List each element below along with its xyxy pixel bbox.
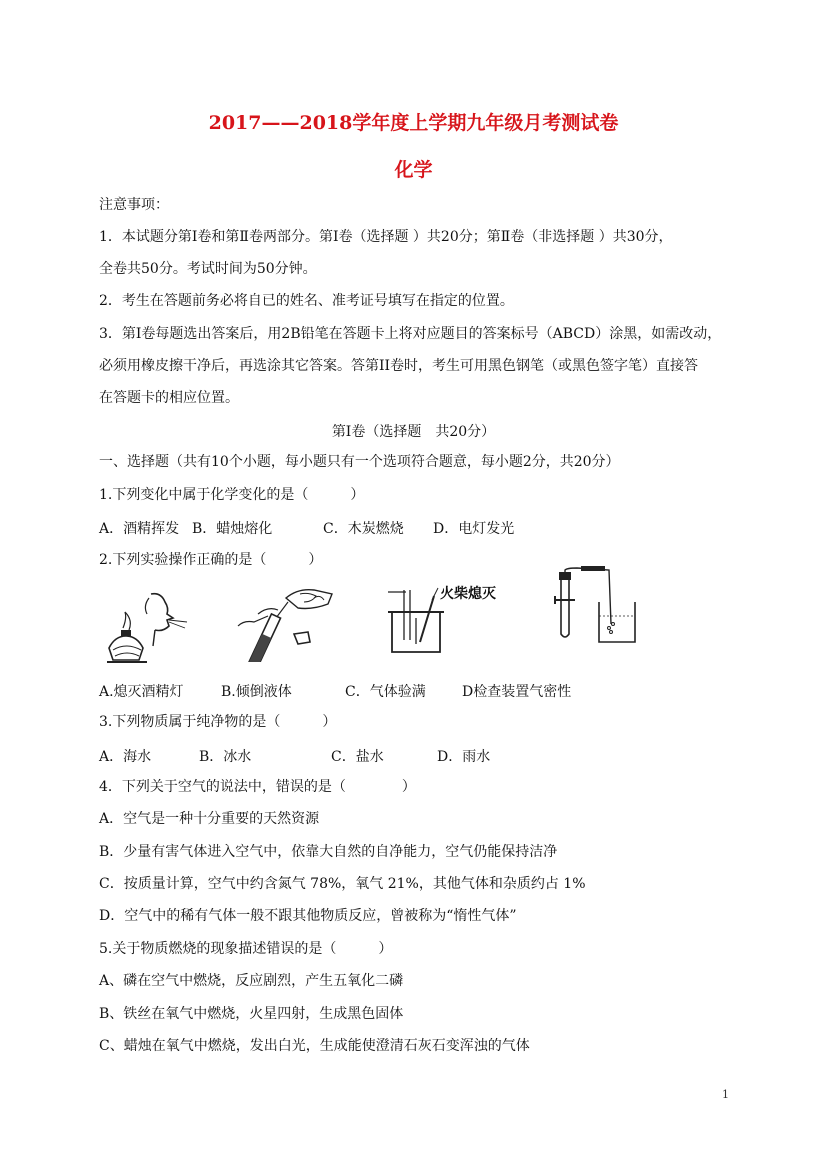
question-1-option-a: A．酒精挥发 bbox=[99, 521, 180, 537]
notice-item-1-line-2: 全卷共50分。考试时间为50分钟。 bbox=[99, 261, 317, 277]
subject-title: 化学 bbox=[394, 159, 433, 181]
question-1-option-d: D．电灯发光 bbox=[433, 521, 515, 537]
question-4-stem: 4．下列关于空气的说法中，错误的是（ ） bbox=[99, 779, 416, 795]
figure-alcohol-lamp bbox=[103, 588, 195, 666]
question-2-option-b: B.倾倒液体 bbox=[221, 684, 292, 700]
question-2-stem: 2.下列实验操作正确的是（ ） bbox=[99, 552, 323, 568]
exam-title: 2017——2018学年度上学期九年级月考测试卷 bbox=[208, 112, 619, 134]
question-3-option-b: B．冰水 bbox=[199, 749, 252, 765]
figure-pouring-liquid bbox=[228, 580, 336, 662]
question-3-option-d: D．雨水 bbox=[437, 749, 491, 765]
notice-item-3-line-1: 3．第Ⅰ卷每题选出答案后，用2B铅笔在答题卡上将对应题目的答案标号（ABCD）涂黑，如需改动， bbox=[99, 326, 722, 342]
question-4-option-b: B．少量有害气体进入空气中，依靠大自然的自净能力，空气仍能保持洁净 bbox=[99, 844, 558, 860]
question-2-option-c: C．气体验满 bbox=[345, 684, 426, 700]
question-4-option-a: A．空气是一种十分重要的天然资源 bbox=[99, 811, 320, 827]
figure-gas-check bbox=[384, 582, 520, 656]
section-1-instruction: 一、选择题（共有10个小题，每小题只有一个选项符合题意，每小题2分，共20分） bbox=[99, 454, 620, 470]
section-1-title: 第Ⅰ卷（选择题 共20分） bbox=[331, 424, 496, 440]
question-1-stem: 1.下列变化中属于化学变化的是（ ） bbox=[99, 487, 365, 503]
page-number: 1 bbox=[722, 1088, 729, 1101]
question-5-option-b: B、铁丝在氧气中燃烧，火星四射，生成黑色固体 bbox=[99, 1006, 404, 1022]
question-3-stem: 3.下列物质属于纯净物的是（ ） bbox=[99, 714, 337, 730]
notice-item-3-line-2: 必须用橡皮擦干净后，再选涂其它答案。答第II卷时，考生可用黑色钢笔（或黑色签字笔）直接答 bbox=[99, 358, 699, 374]
notice-item-3-line-3: 在答题卡的相应位置。 bbox=[99, 390, 239, 406]
figure-gas-check-label: 火柴熄灭 bbox=[440, 586, 496, 602]
notice-item-2: 2．考生在答题前务必将自已的姓名、准考证号填写在指定的位置。 bbox=[99, 293, 514, 309]
question-2-option-a: A.熄灭酒精灯 bbox=[99, 684, 184, 700]
question-2-option-d: D检查装置气密性 bbox=[462, 684, 572, 700]
question-4-option-c: C．按质量计算，空气中约含氮气 78%，氧气 21%，其他气体和杂质约占 1% bbox=[99, 876, 586, 892]
question-5-stem: 5.关于物质燃烧的现象描述错误的是（ ） bbox=[99, 941, 393, 957]
question-3-option-c: C．盐水 bbox=[331, 749, 384, 765]
figure-airtightness bbox=[547, 566, 639, 646]
notice-heading: 注意事项： bbox=[99, 197, 169, 213]
question-4-option-d: D．空气中的稀有气体一般不跟其他物质反应，曾被称为“惰性气体” bbox=[99, 908, 517, 924]
question-3-option-a: A．海水 bbox=[99, 749, 152, 765]
question-1-option-c: C．木炭燃烧 bbox=[323, 521, 404, 537]
question-5-option-a: A、磷在空气中燃烧，反应剧烈，产生五氧化二磷 bbox=[99, 973, 404, 989]
notice-item-1-line-1: 1．本试题分第Ⅰ卷和第Ⅱ卷两部分。第Ⅰ卷（选择题 ）共20分；第Ⅱ卷（非选择题 ）共30分， bbox=[99, 229, 673, 245]
question-1-option-b: B．蜡烛熔化 bbox=[192, 521, 273, 537]
question-5-option-c: C、蜡烛在氧气中燃烧，发出白光，生成能使澄清石灰石变浑浊的气体 bbox=[99, 1038, 530, 1054]
